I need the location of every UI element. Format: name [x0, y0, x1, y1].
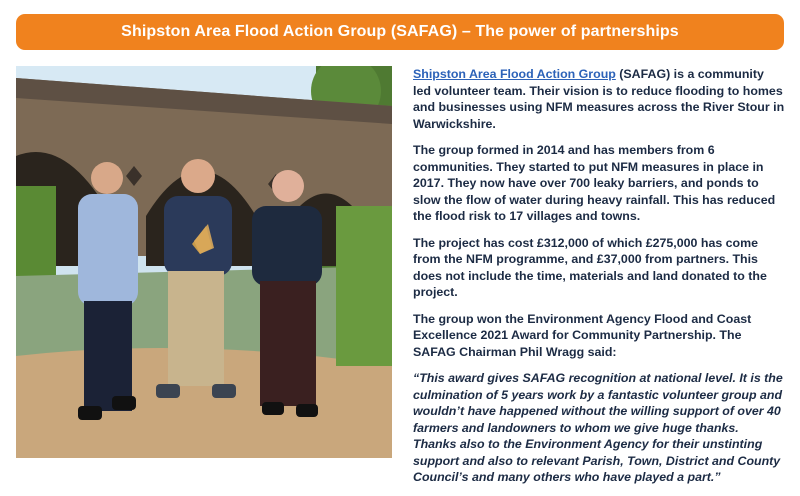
- chairman-quote: “This award gives SAFAG recognition at national level. It is the culmination of 5 years work by a fantastic volunteer group and wouldn’t have happened without the willing support of over 40 farmers and landowners to whom we give huge thanks. Thanks also to the Environment Agency for their unstinting support and also to relevant Parish, Town, District and County Council’s and many others who have played a part.”: [413, 371, 783, 484]
- banner-title: Shipston Area Flood Action Group (SAFAG) – The power of partnerships: [121, 23, 679, 40]
- title-banner: [16, 14, 784, 50]
- paragraph-cost: The project has cost £312,000 of which £275,000 has come from the NFM programme, and £37,000 from partners. This does not include the time, materials and land donated to the project.: [413, 235, 767, 299]
- paragraph-intro: [413, 66, 785, 132]
- paragraph-award: The group won the Environment Agency Flood and Coast Excellence 2021 Award for Community Partnership. The SAFAG Chairman Phil Wragg said:: [413, 311, 752, 359]
- safag-link[interactable]: Shipston Area Flood Action Group: [413, 67, 616, 81]
- article-body: [413, 66, 785, 496]
- intro-text: (SAFAG) is a community led volunteer team. Their vision is to reduce flooding to homes and businesses using NFM measures across the River Stour in Warwickshire.: [413, 67, 785, 131]
- award-photo: [16, 66, 392, 458]
- paragraph-history: The group formed in 2014 and has members from 6 communities. They started to put NFM measures in place in 2017. They now have over 700 leaky barriers, and ponds to slow the flow of water during heavy rainfall. This has reduced the flood risk to 17 villages and towns.: [413, 143, 776, 223]
